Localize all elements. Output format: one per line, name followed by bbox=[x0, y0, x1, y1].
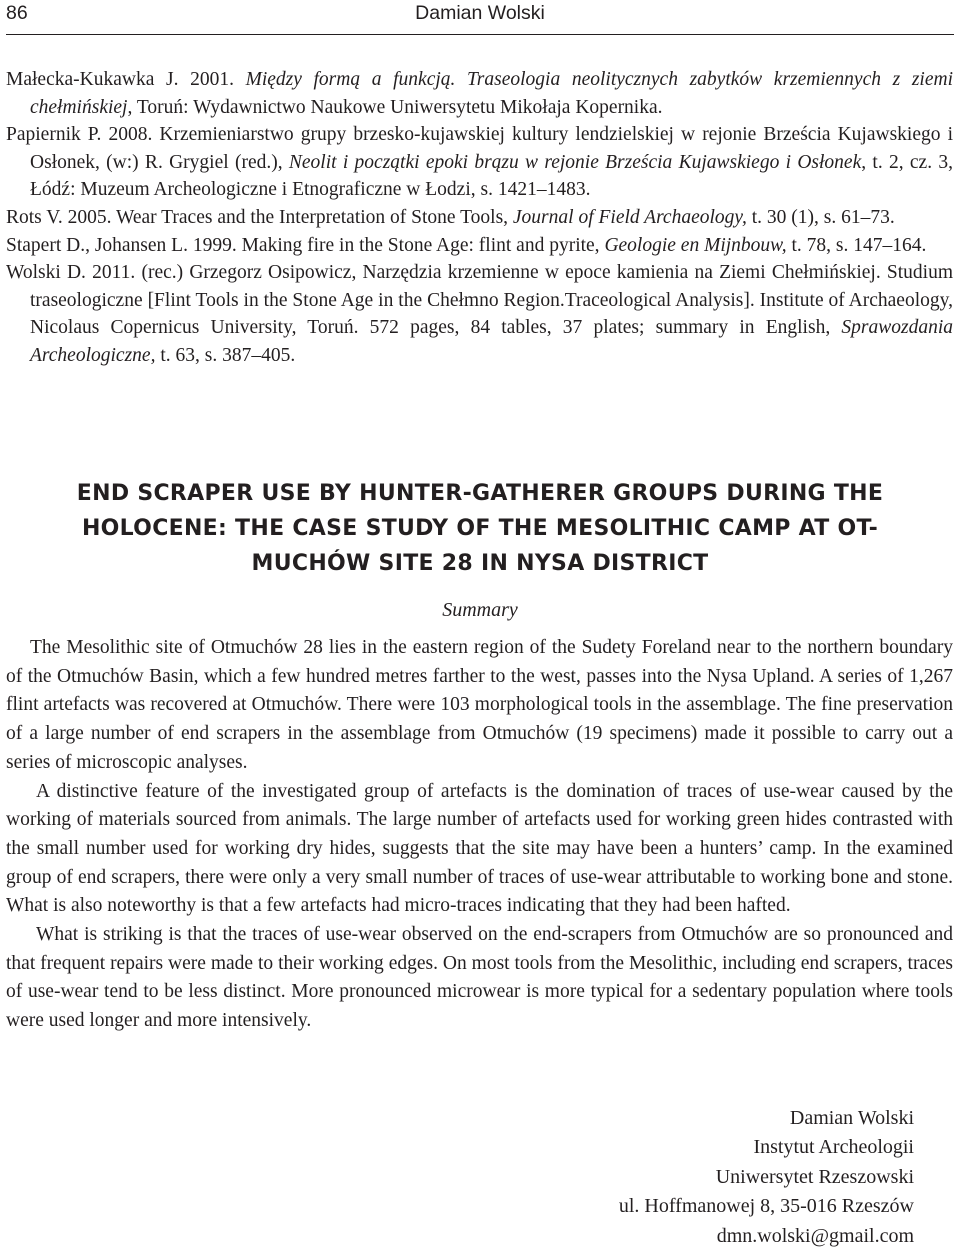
reference-entry bbox=[6, 204, 953, 232]
reference-entry bbox=[6, 121, 953, 204]
reference-publication: t. 63, s. 387–405. bbox=[155, 344, 296, 366]
author-email: dmn.wolski@gmail.com bbox=[716, 1224, 914, 1247]
summary-paragraph: A distinctive feature of the investigated group of artefacts is the domination of traces of use-wear caused by the working of materials sourced from animals. The large number of artefacts used for working green hides contrasted with the small number used for working dry hides, suggests that the site may have been a hunters’ camp. In the examined group of end scrapers, there were only a very small number of traces of use-wear attributable to working bone and stone. What is also noteworthy is that a few artefacts had micro-traces indicating that they had been hafted. bbox=[6, 780, 953, 917]
summary-body bbox=[6, 634, 953, 1036]
reference-lead: Wolski D. 2011. (rec.) Grzegorz Osipowicz, Narzędzia krzemienne w epoce kamienia na Ziemi Chełmińskiej. Studium traseologiczne [Flint Tools in the Stone Age in the Chełmno Region.Traceological Analysis]. Institute of Archaeology, Nicolaus Copernicus University, Toruń. 572 pages, 84 tables, 37 plates; summary in English, bbox=[6, 262, 953, 339]
author-name: Damian Wolski bbox=[789, 1107, 914, 1129]
reference-publication: t. 78, s. 147–164. bbox=[786, 234, 927, 256]
author-university: Uniwersytet Rzeszowski bbox=[715, 1165, 914, 1188]
author-street: ul. Hoffmanowej 8, 35-016 Rzeszów bbox=[618, 1195, 914, 1218]
reference-author-year: Małecka-Kukawka J. 2001. bbox=[6, 69, 246, 90]
summary-heading: Summary bbox=[442, 599, 518, 621]
reference-list bbox=[6, 66, 953, 370]
reference-title: Między formą a funkcją. Traseologia neolitycznych zabytków krzemiennych z ziemi chełmińskiej bbox=[30, 69, 953, 118]
reference-lead: Rots V. 2005. Wear Traces and the Interpretation of Stone Tools, bbox=[6, 206, 513, 228]
page-number: 86 bbox=[6, 2, 28, 24]
reference-journal: Sprawozdania Archeologiczne, bbox=[30, 317, 953, 366]
reference-publication: , t. 2, cz. 3, Łódź: Muzeum Archeologiczne i Etnograficzne w Łodzi, s. 1421–1483. bbox=[30, 151, 953, 201]
reference-title: Neolit i początki epoki brązu w rejonie Brześcia Kujawskiego i Osłonek bbox=[288, 151, 862, 173]
reference-entry bbox=[6, 259, 953, 369]
author-address bbox=[619, 1104, 914, 1251]
running-head: Damian Wolski bbox=[415, 2, 545, 24]
article-title: END SCRAPER USE BY HUNTER-GATHERER GROUPS DURING THE HOLOCENE: THE CASE STUDY OF THE MESOLITHIC CAMP AT OT- MUCHÓW SITE 28 IN NYSA DISTRICT bbox=[76, 481, 884, 576]
reference-journal: Journal of Field Archaeology, bbox=[512, 206, 747, 228]
summary-paragraph: What is striking is that the traces of use-wear observed on the end-scrapers from Otmuchów are so pronounced and that frequent repairs were made to their working edges. On most tools from the Mesolithic, including end scrapers, traces of use-wear tend to be less distinct. More pronounced microwear is more typical for a sedentary population where tools were used longer and more intensively. bbox=[6, 924, 953, 1032]
reference-lead: Stapert D., Johansen L. 1999. Making fire in the Stone Age: flint and pyrite, bbox=[6, 234, 605, 256]
reference-entry bbox=[6, 66, 953, 121]
author-institute: Instytut Archeologii bbox=[753, 1136, 914, 1159]
reference-lead: Papiernik P. 2008. Krzemieniarstwo grupy brzesko-kujawskiej kultury lendzielskiej w rejonie Brześcia Kujawskiego i Osłonek, (w:) R. Grygiel (red.), bbox=[6, 124, 953, 173]
reference-journal: Geologie en Mijnbouw, bbox=[604, 234, 787, 256]
summary-paragraph: The Mesolithic site of Otmuchów 28 lies in the eastern region of the Sudety Foreland near to the northern boundary of the Otmuchów Basin, which a few hundred metres farther to the west, passes into the Nysa Upland. A series of 1,267 flint artefacts was recovered at Otmuchów. There were 103 morphological tools in the assemblage. The fine preservation of a large number of end scrapers in the assemblage from Otmuchów (19 specimens) made it possible to carry out a series of microscopic analyses. bbox=[6, 637, 953, 773]
reference-publication: t. 30 (1), s. 61–73. bbox=[746, 206, 895, 228]
reference-entry bbox=[6, 232, 953, 260]
page-header bbox=[6, 0, 954, 35]
reference-publication: , Toruń: Wydawnictwo Naukowe Uniwersytetu Mikołaja Kopernika. bbox=[127, 96, 663, 118]
